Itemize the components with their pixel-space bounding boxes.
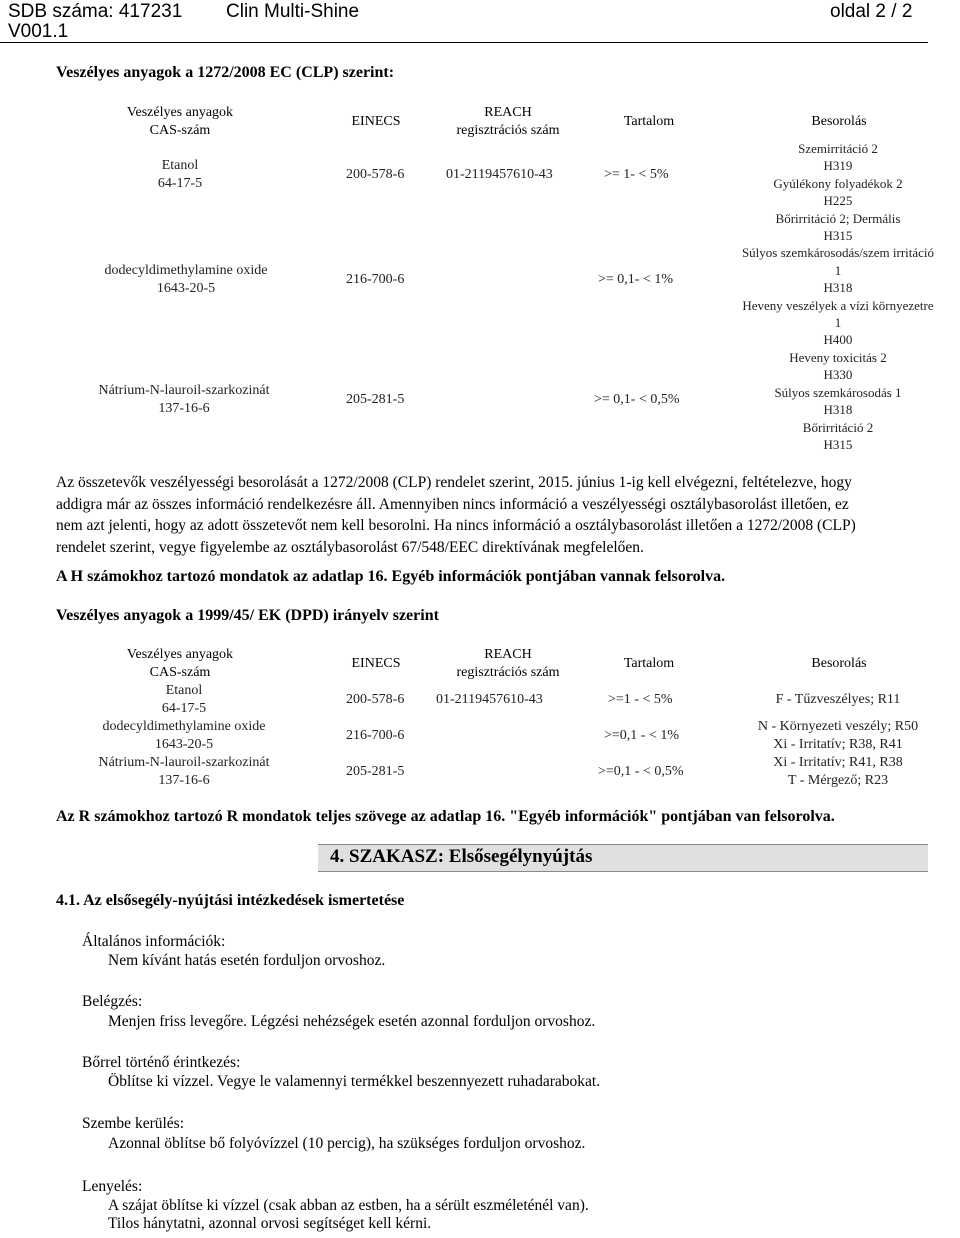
- clp-row-substance: dodecyldimethylamine oxide 1643-20-5: [104, 263, 268, 296]
- dpd-col-substance: Veszélyes anyagok CAS-szám: [126, 647, 234, 680]
- page-header: [0, 0, 960, 46]
- clp-row-content: >= 1- < 5%: [604, 167, 669, 182]
- clp-row-content: >= 0,1- < 1%: [598, 272, 674, 287]
- clp-classification: Szemirritáció 2 H319 Gyúlékony folyadékok 2 H225 Bőrirritáció 2; Dermális H315 Súlyos szemkárosodás/szem irritáció 1 H318 Heveny veszélyek a vízi környezetre 1 H400 Heveny toxicitás 2 H330 Súlyos szemkárosodás 1 H318 Bőrirritáció 2 H315: [741, 141, 935, 452]
- clp-row-substance: Nátrium-N-lauroil-szarkozinát 137-16-6: [98, 383, 270, 416]
- dpd-row-class: Xi - Irritatív; R41, R38 T - Mérgező; R23: [773, 755, 903, 788]
- dpd-row-class: N - Környezeti veszély; R50 Xi - Irritatív; R38, R41: [757, 719, 919, 752]
- section-title: 4. SZAKASZ: Elsősegélynyújtás: [330, 846, 593, 867]
- clp-col-content: Tartalom: [623, 114, 675, 129]
- section-4-header: [318, 844, 928, 870]
- first-aid-label: Lenyelés:: [82, 1178, 143, 1195]
- dpd-col-einecs: EINECS: [351, 656, 401, 671]
- first-aid-label: Bőrrel történő érintkezés:: [82, 1054, 241, 1071]
- dpd-heading: Veszélyes anyagok a 1999/45/ EK (DPD) irányelv szerint: [56, 607, 439, 624]
- clp-row-substance: Etanol 64-17-5: [157, 158, 203, 191]
- first-aid-label: Általános információk:: [82, 933, 226, 950]
- sdb-number: SDB száma: 417231: [8, 1, 183, 22]
- dpd-row-class: F - Tűzveszélyes; R11: [775, 692, 901, 707]
- dpd-col-content: Tartalom: [623, 656, 675, 671]
- clp-row-einecs: 205-281-5: [346, 392, 405, 407]
- first-aid-text: Tilos hánytatni, azonnal orvosi segítséget kell kérni.: [108, 1215, 432, 1232]
- r-phrases-note: Az R számokhoz tartozó R mondatok teljes szövege az adatlap 16. "Egyéb információk" pontjában van felsorolva.: [56, 808, 835, 825]
- dpd-row-content: >=0,1 - < 0,5%: [598, 764, 684, 779]
- first-aid-text: Azonnal öblítse bő folyóvízzel (10 percig), ha szükséges forduljon orvoshoz.: [108, 1135, 586, 1152]
- h-statements-note: A H számokhoz tartozó mondatok az adatlap 16. Egyéb információk pontjában vannak felsorolva.: [56, 568, 726, 585]
- dpd-row-content: >=0,1 - < 1%: [604, 728, 680, 743]
- dpd-col-class: Besorolás: [811, 656, 867, 671]
- dpd-row-substance: Etanol 64-17-5: [161, 683, 207, 716]
- dpd-row-reach: 01-2119457610-43: [436, 692, 543, 707]
- version: V001.1: [8, 21, 69, 42]
- clp-row-reach: 01-2119457610-43: [446, 167, 553, 182]
- clp-col-substance: Veszélyes anyagok CAS-szám: [126, 105, 234, 138]
- clp-row-content: >= 0,1- < 0,5%: [594, 392, 680, 407]
- dpd-col-reach: REACH regisztrációs szám: [456, 647, 560, 680]
- dpd-row-einecs: 216-700-6: [346, 728, 405, 743]
- first-aid-label: Belégzés:: [82, 993, 143, 1010]
- first-aid-text: Öblítse ki vízzel. Vegye le valamennyi termékkel beszennyezett ruhadarabokat.: [108, 1073, 601, 1090]
- section-4-1-heading: 4.1. Az elsősegély-nyújtási intézkedések ismertetése: [56, 892, 405, 909]
- first-aid-text: Menjen friss levegőre. Légzési nehézségek esetén azonnal forduljon orvoshoz.: [108, 1013, 596, 1030]
- clp-note: Az összetevők veszélyességi besorolását a 1272/2008 (CLP) rendelet szerint, 2015. június 1-ig kell elvégezni, feltételezve, hogy addigra már az összes információ rendelkezésre áll. Amennyiben nincs információ a veszélyességi osztálybasorolást illetően, ez nem azt jelenti, hogy az adott összetevőt nem kell besorolni. Ha nincs információ a osztálybasorolást illetően a 1272/2008 (CLP) rendelet szerint, vegye figyelembe az osztálybasorolást 67/548/EEC direktívának megfelelően.: [56, 474, 856, 556]
- dpd-row-einecs: 205-281-5: [346, 764, 405, 779]
- dpd-row-substance: Nátrium-N-lauroil-szarkozinát 137-16-6: [98, 755, 270, 788]
- dpd-row-substance: dodecyldimethylamine oxide 1643-20-5: [102, 719, 266, 752]
- clp-row-einecs: 200-578-6: [346, 167, 405, 182]
- first-aid-label: Szembe kerülés:: [82, 1115, 185, 1132]
- dpd-row-einecs: 200-578-6: [346, 692, 405, 707]
- first-aid-text: A szájat öblítse ki vízzel (csak abban az estben, ha a sérült eszméleténél van).: [108, 1197, 589, 1214]
- first-aid-text: Nem kívánt hatás esetén forduljon orvoshoz.: [108, 952, 386, 969]
- page-number: oldal 2 / 2: [830, 1, 913, 22]
- clp-col-class: Besorolás: [811, 114, 867, 129]
- clp-row-einecs: 216-700-6: [346, 272, 405, 287]
- clp-col-reach: REACH regisztrációs szám: [456, 105, 560, 138]
- clp-heading: Veszélyes anyagok a 1272/2008 EC (CLP) szerint:: [56, 64, 395, 81]
- header-divider: [0, 42, 928, 43]
- clp-col-einecs: EINECS: [351, 114, 401, 129]
- dpd-row-content: >=1 - < 5%: [608, 692, 673, 707]
- product-name: Clin Multi-Shine: [226, 1, 360, 22]
